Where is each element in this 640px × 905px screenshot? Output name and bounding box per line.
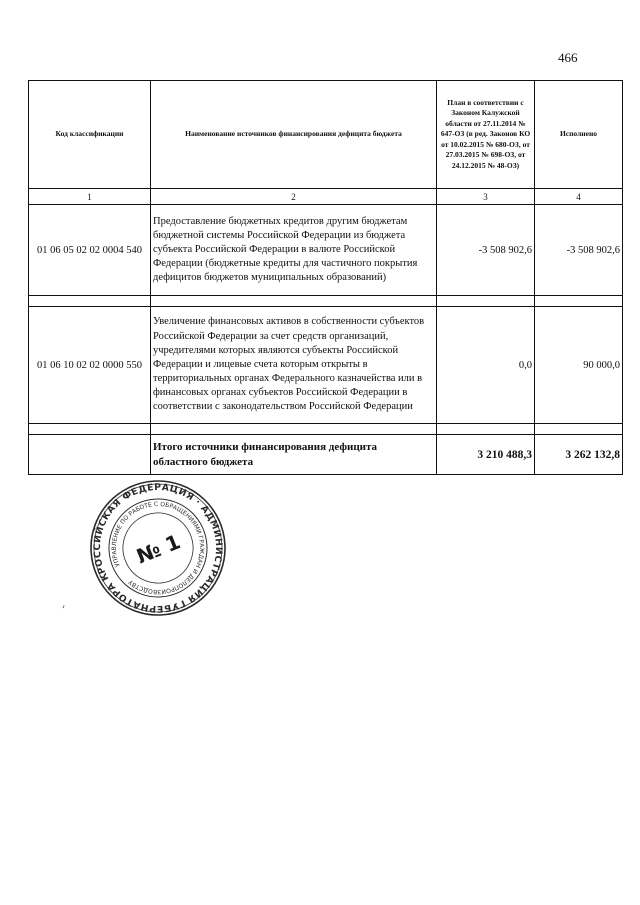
row-executed: 90 000,0 bbox=[535, 307, 623, 424]
row-name: Увеличение финансовых активов в собственности субъектов Российской Федерации за счет средств организаций, учредителями которых являются субъекты Российской Федерации и лицевые счета которым открыты в территориальных органах Федерального казначейства или в финансовых органах субъектов Российской Федерации в соответствии с законодательством Российской Федерации bbox=[151, 307, 437, 424]
total-executed: 3 262 132,8 bbox=[535, 435, 623, 475]
stamp-center-text: № 1 bbox=[133, 529, 184, 569]
stamp-inner-text: УПРАВЛЕНИЕ ПО РАБОТЕ С ОБРАЩЕНИЯМИ ГРАЖДАН И ДЕЛОПРОИЗВОДСТВУ bbox=[110, 500, 206, 596]
total-row bbox=[29, 435, 623, 475]
official-stamp bbox=[88, 478, 228, 618]
row-executed: -3 508 902,6 bbox=[535, 205, 623, 296]
spacer-row bbox=[29, 424, 623, 435]
stray-mark: , bbox=[62, 597, 66, 610]
total-code-cell bbox=[29, 435, 151, 475]
header-plan: План в соответствии с Законом Калужской области от 27.11.2014 № 647-ОЗ (в ред. Законов КО от 10.02.2015 № 680-ОЗ, от 27.03.2015 № 698-ОЗ, от 24.12.2015 № 48-ОЗ) bbox=[437, 81, 535, 189]
total-label: Итого источники финансирования дефицита областного бюджета bbox=[151, 435, 437, 475]
header-name: Наименование источников финансирования дефицита бюджета bbox=[151, 81, 437, 189]
stamp-outer-text: РОССИЙСКАЯ ФЕДЕРАЦИЯ · АДМИНИСТРАЦИЯ ГУБЕРНАТОРА КАЛУЖСКОЙ bbox=[91, 481, 225, 615]
column-number: 4 bbox=[535, 189, 623, 205]
row-plan: -3 508 902,6 bbox=[437, 205, 535, 296]
header-code: Код классификации bbox=[29, 81, 151, 189]
column-number: 1 bbox=[29, 189, 151, 205]
row-code: 01 06 05 02 02 0004 540 bbox=[29, 205, 151, 296]
budget-deficit-sources-table bbox=[28, 80, 623, 475]
column-number-row bbox=[29, 189, 623, 205]
row-code: 01 06 10 02 02 0000 550 bbox=[29, 307, 151, 424]
spacer-row bbox=[29, 296, 623, 307]
row-plan: 0,0 bbox=[437, 307, 535, 424]
column-number: 3 bbox=[437, 189, 535, 205]
total-plan: 3 210 488,3 bbox=[437, 435, 535, 475]
table-row bbox=[29, 307, 623, 424]
header-executed: Исполнено bbox=[535, 81, 623, 189]
table-header-row bbox=[29, 81, 623, 189]
column-number: 2 bbox=[151, 189, 437, 205]
row-name: Предоставление бюджетных кредитов другим бюджетам бюджетной системы Российской Федерации из бюджета субъекта Российской Федерации в валюте Российской Федерации (бюджетные кредиты для частичного покрытия дефицитов бюджетов муниципальных образований) bbox=[151, 205, 437, 296]
page-number: 466 bbox=[558, 50, 578, 65]
table-row bbox=[29, 205, 623, 296]
